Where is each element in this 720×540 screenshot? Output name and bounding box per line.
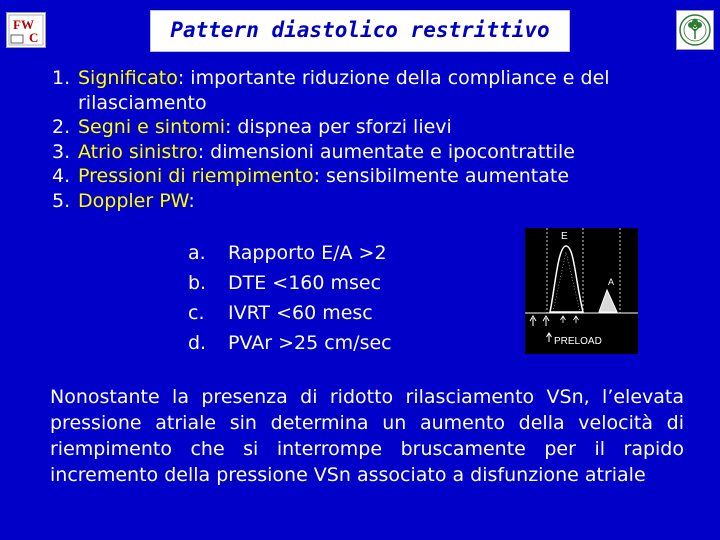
sublist-item [188,328,488,358]
item-number: 1. [52,67,71,89]
doppler-label-e: E [561,231,568,242]
item-term: Significato [78,67,178,89]
sublist-item [188,298,488,328]
doppler-caption: PRELOAD [554,336,602,347]
tree-seal-icon [677,11,713,49]
slide-title: Pattern diastolico restrittivo [150,10,570,52]
item-text: : dispnea per sforzi lievi [224,116,452,138]
logo-left-line1: FW [13,17,34,32]
sublist-letter: b. [188,272,207,294]
item-number: 3. [52,140,71,163]
doppler-waveform-image [525,228,638,354]
doppler-sublist [188,238,488,358]
sublist-letter: c. [188,302,205,324]
conclusion-paragraph: Nonostante la presenza di ridotto rilasciamento VSn, l’elevata pressione atriale sin determina un aumento della velocità di riempimento che si interrompe bruscamente per il rapido incremento della pressione VSn associato a disfunzione atriale [50,386,684,486]
institution-logo-right [676,10,714,50]
item-text: : sensibilmente aumentate [313,165,570,187]
sublist-letter: a. [188,242,206,264]
sublist-letter: d. [188,332,207,354]
item-number: 2. [52,116,71,138]
main-list [52,66,712,213]
list-item [52,164,712,189]
item-text: : dimensioni aumentate e ipocontrattile [197,140,575,163]
item-number: 4. [52,165,71,187]
sublist-text: PVAr >25 cm/sec [228,332,392,354]
list-item [52,140,712,165]
logo-left-icon [7,13,45,47]
doppler-waveform-icon [525,228,638,354]
item-term: Pressioni di riempimento [78,165,314,187]
sublist-item [188,238,488,268]
sublist-text: IVRT <60 mesc [228,302,373,324]
item-term: Segni e sintomi [78,116,225,138]
item-text: : [188,189,195,212]
institution-logo-left [6,12,46,48]
title-bar [0,0,720,62]
item-text: : importante riduzione della compliance e del rilasciamento [78,67,610,114]
list-item [52,189,712,214]
sublist-text: Rapporto E/A >2 [228,242,387,264]
list-item [52,115,712,140]
sublist-text: DTE <160 msec [228,272,382,294]
item-term: Atrio sinistro [78,140,198,163]
logo-left-line2: C [29,30,39,45]
sublist-item [188,268,488,298]
item-term: Doppler PW [78,189,189,212]
list-item [52,66,712,115]
item-number: 5. [52,189,71,212]
doppler-label-a: A [608,277,615,287]
